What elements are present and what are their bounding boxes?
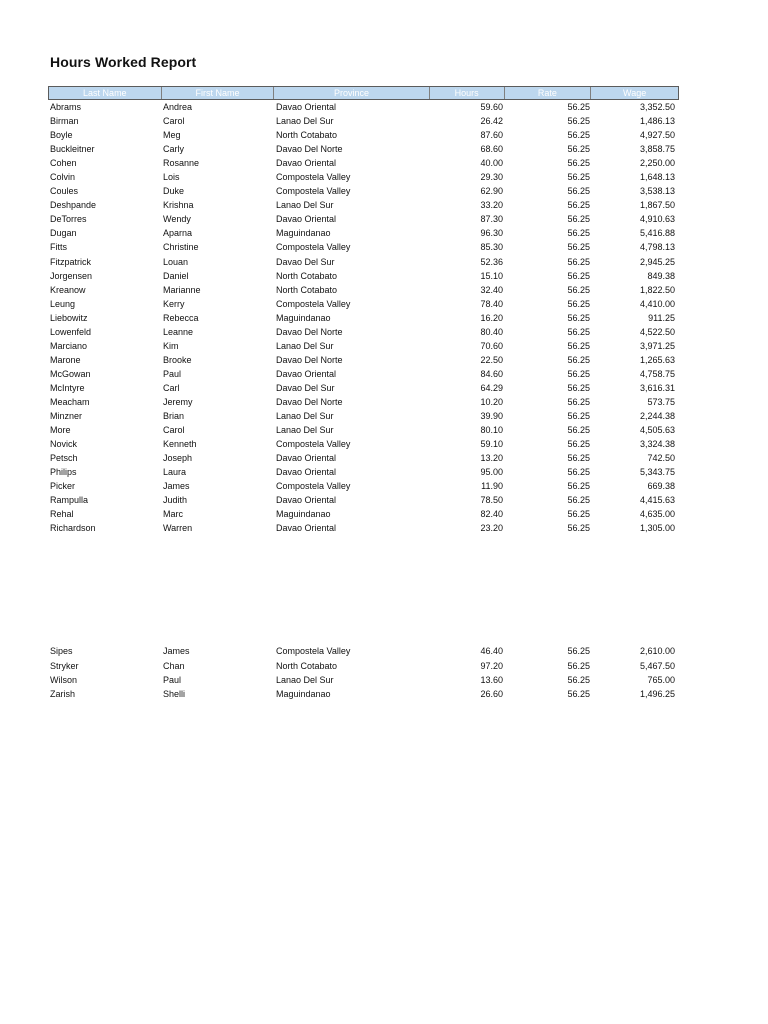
cell-province[interactable]: Maguindanao	[276, 509, 331, 520]
cell-first-name[interactable]: Andrea	[163, 102, 193, 112]
cell-province[interactable]: North Cotabato	[276, 284, 338, 295]
header-province[interactable]: Province	[274, 87, 430, 99]
cell-last-name[interactable]: McGowan	[50, 368, 91, 379]
cell-first-name[interactable]: Kerry	[163, 298, 185, 309]
cell-hours[interactable]: 97.20	[480, 660, 503, 671]
cell-rate[interactable]: 56.25	[567, 200, 590, 211]
cell-wage[interactable]: 1,265.63	[639, 354, 675, 365]
cell-first-name[interactable]: Marc	[163, 509, 183, 520]
cell-province[interactable]: Davao Oriental	[276, 523, 337, 534]
table-row[interactable]	[48, 465, 679, 479]
cell-rate[interactable]: 56.25	[567, 186, 590, 197]
cell-wage[interactable]: 3,971.25	[639, 340, 675, 351]
cell-wage[interactable]: 2,250.00	[639, 158, 675, 169]
cell-first-name[interactable]: Lois	[163, 172, 180, 183]
table-row[interactable]	[48, 226, 679, 240]
cell-last-name[interactable]: More	[50, 425, 71, 436]
table-row[interactable]	[48, 479, 679, 493]
cell-last-name[interactable]: Dugan	[50, 228, 77, 239]
cell-wage[interactable]: 4,415.63	[639, 495, 675, 506]
cell-last-name[interactable]: Marciano	[50, 340, 88, 351]
cell-first-name[interactable]: Carl	[163, 382, 180, 393]
table-row[interactable]	[48, 325, 679, 339]
cell-rate[interactable]: 56.25	[567, 481, 590, 492]
cell-last-name[interactable]: Zarish	[50, 688, 76, 699]
header-first-name[interactable]: First Name	[162, 87, 275, 99]
table-row[interactable]	[48, 100, 679, 114]
table-row[interactable]	[48, 142, 679, 156]
cell-wage[interactable]: 4,522.50	[639, 326, 675, 337]
cell-province[interactable]: Davao Oriental	[276, 495, 337, 506]
cell-rate[interactable]: 56.25	[567, 523, 590, 534]
cell-province[interactable]: Lanao Del Sur	[276, 425, 334, 436]
cell-hours[interactable]: 29.30	[480, 172, 503, 183]
cell-first-name[interactable]: Judith	[163, 495, 188, 506]
cell-province[interactable]: Davao Del Norte	[276, 144, 343, 155]
table-row[interactable]	[48, 644, 679, 658]
cell-first-name[interactable]: Meg	[163, 130, 181, 141]
cell-wage[interactable]: 1,305.00	[639, 523, 675, 534]
cell-wage[interactable]: 4,505.63	[639, 425, 675, 436]
cell-hours[interactable]: 70.60	[480, 340, 503, 351]
cell-hours[interactable]: 59.60	[480, 102, 503, 112]
cell-province[interactable]: Davao Del Sur	[276, 382, 335, 393]
cell-last-name[interactable]: Buckleitner	[50, 144, 95, 155]
cell-first-name[interactable]: Jeremy	[163, 396, 193, 407]
cell-last-name[interactable]: Wilson	[50, 674, 78, 685]
table-row[interactable]	[48, 507, 679, 521]
table-row[interactable]	[48, 184, 679, 198]
cell-rate[interactable]: 56.25	[567, 312, 590, 323]
table-body-continued	[48, 644, 679, 700]
table-row[interactable]	[48, 240, 679, 254]
cell-wage[interactable]: 573.75	[647, 396, 675, 407]
cell-rate[interactable]: 56.25	[567, 172, 590, 183]
table-row[interactable]	[48, 493, 679, 507]
cell-rate[interactable]: 56.25	[567, 102, 590, 112]
cell-last-name[interactable]: Meacham	[50, 396, 90, 407]
table-row[interactable]	[48, 437, 679, 451]
cell-hours[interactable]: 46.40	[480, 646, 503, 657]
cell-first-name[interactable]: Paul	[163, 674, 182, 685]
cell-rate[interactable]: 56.25	[567, 144, 590, 155]
cell-rate[interactable]: 56.25	[567, 368, 590, 379]
cell-wage[interactable]: 849.38	[647, 270, 675, 281]
cell-hours[interactable]: 87.60	[480, 130, 503, 141]
cell-first-name[interactable]: Daniel	[163, 270, 189, 281]
cell-last-name[interactable]: Stryker	[50, 660, 79, 671]
cell-rate[interactable]: 56.25	[567, 270, 590, 281]
cell-first-name[interactable]: Christine	[163, 242, 199, 253]
cell-province[interactable]: Lanao Del Sur	[276, 411, 334, 422]
cell-hours[interactable]: 95.00	[480, 467, 503, 478]
cell-hours[interactable]: 23.20	[480, 523, 503, 534]
cell-province[interactable]: North Cotabato	[276, 270, 338, 281]
table-row[interactable]	[48, 353, 679, 367]
cell-province[interactable]: Davao Del Sur	[276, 256, 335, 267]
table-row[interactable]	[48, 269, 679, 283]
report-title: Hours Worked Report	[50, 54, 197, 70]
table-row[interactable]	[48, 451, 679, 465]
cell-first-name[interactable]: Aparna	[163, 228, 193, 239]
cell-first-name[interactable]: Rebecca	[163, 312, 199, 323]
cell-last-name[interactable]: Boyle	[50, 130, 73, 141]
cell-first-name[interactable]: Duke	[163, 186, 185, 197]
cell-hours[interactable]: 32.40	[480, 284, 503, 295]
cell-province[interactable]: Maguindanao	[276, 228, 331, 239]
cell-wage[interactable]: 4,798.13	[639, 242, 675, 253]
cell-rate[interactable]: 56.25	[567, 674, 590, 685]
cell-wage[interactable]: 2,244.38	[639, 411, 675, 422]
cell-wage[interactable]: 3,352.50	[639, 102, 675, 112]
cell-wage[interactable]: 4,910.63	[639, 214, 675, 225]
table-gap	[48, 535, 679, 644]
table-row[interactable]	[48, 170, 679, 184]
cell-first-name[interactable]: Laura	[163, 467, 187, 478]
table-row[interactable]	[48, 423, 679, 437]
cell-first-name[interactable]: Brooke	[163, 354, 192, 365]
cell-province[interactable]: Davao Oriental	[276, 467, 337, 478]
cell-province[interactable]: Davao Del Norte	[276, 326, 343, 337]
table-row[interactable]	[48, 297, 679, 311]
cell-wage[interactable]: 1,867.50	[639, 200, 675, 211]
header-last-name[interactable]: Last Name	[49, 87, 162, 99]
cell-first-name[interactable]: Carly	[163, 144, 185, 155]
cell-wage[interactable]: 3,616.31	[639, 382, 675, 393]
cell-last-name[interactable]: Rehal	[50, 509, 74, 520]
cell-wage[interactable]: 2,945.25	[639, 256, 675, 267]
cell-hours[interactable]: 62.90	[480, 186, 503, 197]
cell-first-name[interactable]: Krishna	[163, 200, 194, 211]
cell-first-name[interactable]: Wendy	[163, 214, 191, 225]
cell-wage[interactable]: 3,858.75	[639, 144, 675, 155]
cell-hours[interactable]: 13.60	[480, 674, 503, 685]
cell-province[interactable]: Davao Oriental	[276, 158, 337, 169]
cell-hours[interactable]: 59.10	[480, 439, 503, 450]
cell-province[interactable]: Compostela Valley	[276, 242, 351, 253]
cell-rate[interactable]: 56.25	[567, 688, 590, 699]
cell-rate[interactable]: 56.25	[567, 425, 590, 436]
cell-hours[interactable]: 87.30	[480, 214, 503, 225]
table-row[interactable]	[48, 673, 679, 687]
cell-wage[interactable]: 669.38	[647, 481, 675, 492]
cell-rate[interactable]: 56.25	[567, 467, 590, 478]
cell-last-name[interactable]: McIntyre	[50, 382, 85, 393]
table-row[interactable]	[48, 395, 679, 409]
cell-wage[interactable]: 3,324.38	[639, 439, 675, 450]
cell-wage[interactable]: 2,610.00	[639, 646, 675, 657]
cell-wage[interactable]: 4,927.50	[639, 130, 675, 141]
cell-wage[interactable]: 4,410.00	[639, 298, 675, 309]
table-row[interactable]	[48, 381, 679, 395]
cell-rate[interactable]: 56.25	[567, 495, 590, 506]
cell-hours[interactable]: 64.29	[480, 382, 503, 393]
cell-rate[interactable]: 56.25	[567, 646, 590, 657]
cell-last-name[interactable]: Minzner	[50, 411, 83, 422]
cell-hours[interactable]: 40.00	[480, 158, 503, 169]
cell-rate[interactable]: 56.25	[567, 660, 590, 671]
cell-wage[interactable]: 742.50	[647, 453, 675, 464]
cell-province[interactable]: Compostela Valley	[276, 298, 351, 309]
cell-hours[interactable]: 80.10	[480, 425, 503, 436]
cell-rate[interactable]: 56.25	[567, 158, 590, 169]
cell-province[interactable]: Davao Oriental	[276, 102, 337, 112]
cell-rate[interactable]: 56.25	[567, 214, 590, 225]
cell-wage[interactable]: 1,822.50	[639, 284, 675, 295]
cell-province[interactable]: Lanao Del Sur	[276, 340, 334, 351]
table-row[interactable]	[48, 114, 679, 128]
table-header	[48, 86, 679, 100]
cell-province[interactable]: Davao Oriental	[276, 368, 337, 379]
cell-last-name[interactable]: Lowenfeld	[50, 326, 92, 337]
cell-province[interactable]: Compostela Valley	[276, 439, 351, 450]
cell-first-name[interactable]: Shelli	[163, 688, 186, 699]
cell-last-name[interactable]: Rampulla	[50, 495, 89, 506]
cell-province[interactable]: North Cotabato	[276, 130, 338, 141]
cell-last-name[interactable]: Coules	[50, 186, 79, 197]
cell-rate[interactable]: 56.25	[567, 396, 590, 407]
cell-province[interactable]: Compostela Valley	[276, 172, 351, 183]
cell-hours[interactable]: 39.90	[480, 411, 503, 422]
cell-province[interactable]: Compostela Valley	[276, 186, 351, 197]
table-row[interactable]	[48, 409, 679, 423]
cell-last-name[interactable]: Leung	[50, 298, 76, 309]
cell-province[interactable]: Davao Oriental	[276, 453, 337, 464]
cell-province[interactable]: Maguindanao	[276, 688, 331, 699]
cell-last-name[interactable]: Birman	[50, 116, 79, 127]
cell-last-name[interactable]: Picker	[50, 481, 76, 492]
cell-hours[interactable]: 16.20	[480, 312, 503, 323]
table-row[interactable]	[48, 212, 679, 226]
header-rate[interactable]: Rate	[505, 87, 592, 99]
cell-first-name[interactable]: Marianne	[163, 284, 201, 295]
cell-last-name[interactable]: Abrams	[50, 102, 82, 112]
cell-rate[interactable]: 56.25	[567, 116, 590, 127]
cell-hours[interactable]: 82.40	[480, 509, 503, 520]
cell-first-name[interactable]: Kenneth	[163, 439, 197, 450]
cell-last-name[interactable]: Novick	[50, 439, 78, 450]
cell-rate[interactable]: 56.25	[567, 228, 590, 239]
cell-rate[interactable]: 56.25	[567, 284, 590, 295]
cell-rate[interactable]: 56.25	[567, 453, 590, 464]
cell-last-name[interactable]: Liebowitz	[50, 312, 88, 323]
cell-first-name[interactable]: Kim	[163, 340, 179, 351]
cell-hours[interactable]: 22.50	[480, 354, 503, 365]
cell-province[interactable]: Lanao Del Sur	[276, 116, 334, 127]
cell-hours[interactable]: 85.30	[480, 242, 503, 253]
cell-first-name[interactable]: Paul	[163, 368, 182, 379]
cell-last-name[interactable]: Cohen	[50, 158, 77, 169]
table-row[interactable]	[48, 339, 679, 353]
cell-province[interactable]: Compostela Valley	[276, 481, 351, 492]
cell-first-name[interactable]: Chan	[163, 660, 185, 671]
cell-last-name[interactable]: Philips	[50, 467, 77, 478]
cell-wage[interactable]: 1,648.13	[639, 172, 675, 183]
cell-rate[interactable]: 56.25	[567, 439, 590, 450]
table-row[interactable]	[48, 521, 679, 535]
cell-hours[interactable]: 33.20	[480, 200, 503, 211]
cell-rate[interactable]: 56.25	[567, 242, 590, 253]
cell-rate[interactable]: 56.25	[567, 130, 590, 141]
cell-first-name[interactable]: Louan	[163, 256, 189, 267]
cell-hours[interactable]: 10.20	[480, 396, 503, 407]
cell-last-name[interactable]: DeTorres	[50, 214, 87, 225]
table-row[interactable]	[48, 687, 679, 701]
cell-hours[interactable]: 80.40	[480, 326, 503, 337]
cell-province[interactable]: North Cotabato	[276, 660, 338, 671]
cell-first-name[interactable]: Brian	[163, 411, 185, 422]
cell-hours[interactable]: 78.50	[480, 495, 503, 506]
cell-last-name[interactable]: Sipes	[50, 646, 73, 657]
cell-first-name[interactable]: Rosanne	[163, 158, 200, 169]
cell-province[interactable]: Davao Del Norte	[276, 396, 343, 407]
cell-hours[interactable]: 52.36	[480, 256, 503, 267]
cell-last-name[interactable]: Fitzpatrick	[50, 256, 92, 267]
cell-hours[interactable]: 11.90	[481, 481, 503, 492]
cell-wage[interactable]: 4,758.75	[639, 368, 675, 379]
table-body	[48, 100, 679, 535]
cell-rate[interactable]: 56.25	[567, 411, 590, 422]
cell-rate[interactable]: 56.25	[567, 509, 590, 520]
table-row[interactable]	[48, 128, 679, 142]
cell-wage[interactable]: 5,416.88	[639, 228, 675, 239]
cell-wage[interactable]: 3,538.13	[639, 186, 675, 197]
cell-province[interactable]: Lanao Del Sur	[276, 674, 334, 685]
cell-wage[interactable]: 911.25	[648, 312, 675, 323]
table-row[interactable]	[48, 283, 679, 297]
cell-wage[interactable]: 1,486.13	[639, 116, 675, 127]
cell-last-name[interactable]: Fitts	[50, 242, 67, 253]
cell-rate[interactable]: 56.25	[567, 354, 590, 365]
cell-first-name[interactable]: Warren	[163, 523, 193, 534]
cell-first-name[interactable]: Leanne	[163, 326, 194, 337]
cell-last-name[interactable]: Marone	[50, 354, 81, 365]
cell-wage[interactable]: 765.00	[647, 674, 675, 685]
cell-wage[interactable]: 1,496.25	[639, 688, 675, 699]
cell-rate[interactable]: 56.25	[567, 326, 590, 337]
cell-province[interactable]: Lanao Del Sur	[276, 200, 334, 211]
table-row[interactable]	[48, 659, 679, 673]
table-row[interactable]	[48, 311, 679, 325]
cell-hours[interactable]: 13.20	[480, 453, 503, 464]
cell-hours[interactable]: 78.40	[480, 298, 503, 309]
cell-wage[interactable]: 5,467.50	[639, 660, 675, 671]
cell-province[interactable]: Compostela Valley	[276, 646, 351, 657]
table-row[interactable]	[48, 156, 679, 170]
cell-province[interactable]: Davao Del Norte	[276, 354, 343, 365]
cell-hours[interactable]: 84.60	[480, 368, 503, 379]
cell-province[interactable]: Davao Oriental	[276, 214, 337, 225]
header-wage[interactable]: Wage	[623, 88, 647, 98]
header-hours[interactable]: Hours	[430, 87, 505, 99]
cell-rate[interactable]: 56.25	[567, 340, 590, 351]
hours-table	[48, 86, 679, 701]
cell-hours[interactable]: 96.30	[480, 228, 503, 239]
cell-last-name[interactable]: Richardson	[50, 523, 96, 534]
cell-first-name[interactable]: Joseph	[163, 453, 193, 464]
cell-first-name[interactable]: James	[163, 646, 190, 657]
cell-last-name[interactable]: Deshpande	[50, 200, 97, 211]
cell-first-name[interactable]: Carol	[163, 425, 185, 436]
cell-rate[interactable]: 56.25	[567, 382, 590, 393]
cell-hours[interactable]: 26.60	[480, 688, 503, 699]
cell-hours[interactable]: 15.10	[480, 270, 503, 281]
cell-first-name[interactable]: James	[163, 481, 190, 492]
table-row[interactable]	[48, 255, 679, 269]
table-row[interactable]	[48, 367, 679, 381]
cell-last-name[interactable]: Petsch	[50, 453, 78, 464]
cell-first-name[interactable]: Carol	[163, 116, 185, 127]
cell-last-name[interactable]: Colvin	[50, 172, 76, 183]
cell-rate[interactable]: 56.25	[567, 256, 590, 267]
cell-wage[interactable]: 4,635.00	[639, 509, 675, 520]
cell-province[interactable]: Maguindanao	[276, 312, 331, 323]
cell-rate[interactable]: 56.25	[567, 298, 590, 309]
table-row[interactable]	[48, 198, 679, 212]
cell-last-name[interactable]: Jorgensen	[50, 270, 93, 281]
cell-hours[interactable]: 68.60	[480, 144, 503, 155]
cell-last-name[interactable]: Kreanow	[50, 284, 86, 295]
cell-wage[interactable]: 5,343.75	[639, 467, 675, 478]
cell-hours[interactable]: 26.42	[480, 116, 503, 127]
